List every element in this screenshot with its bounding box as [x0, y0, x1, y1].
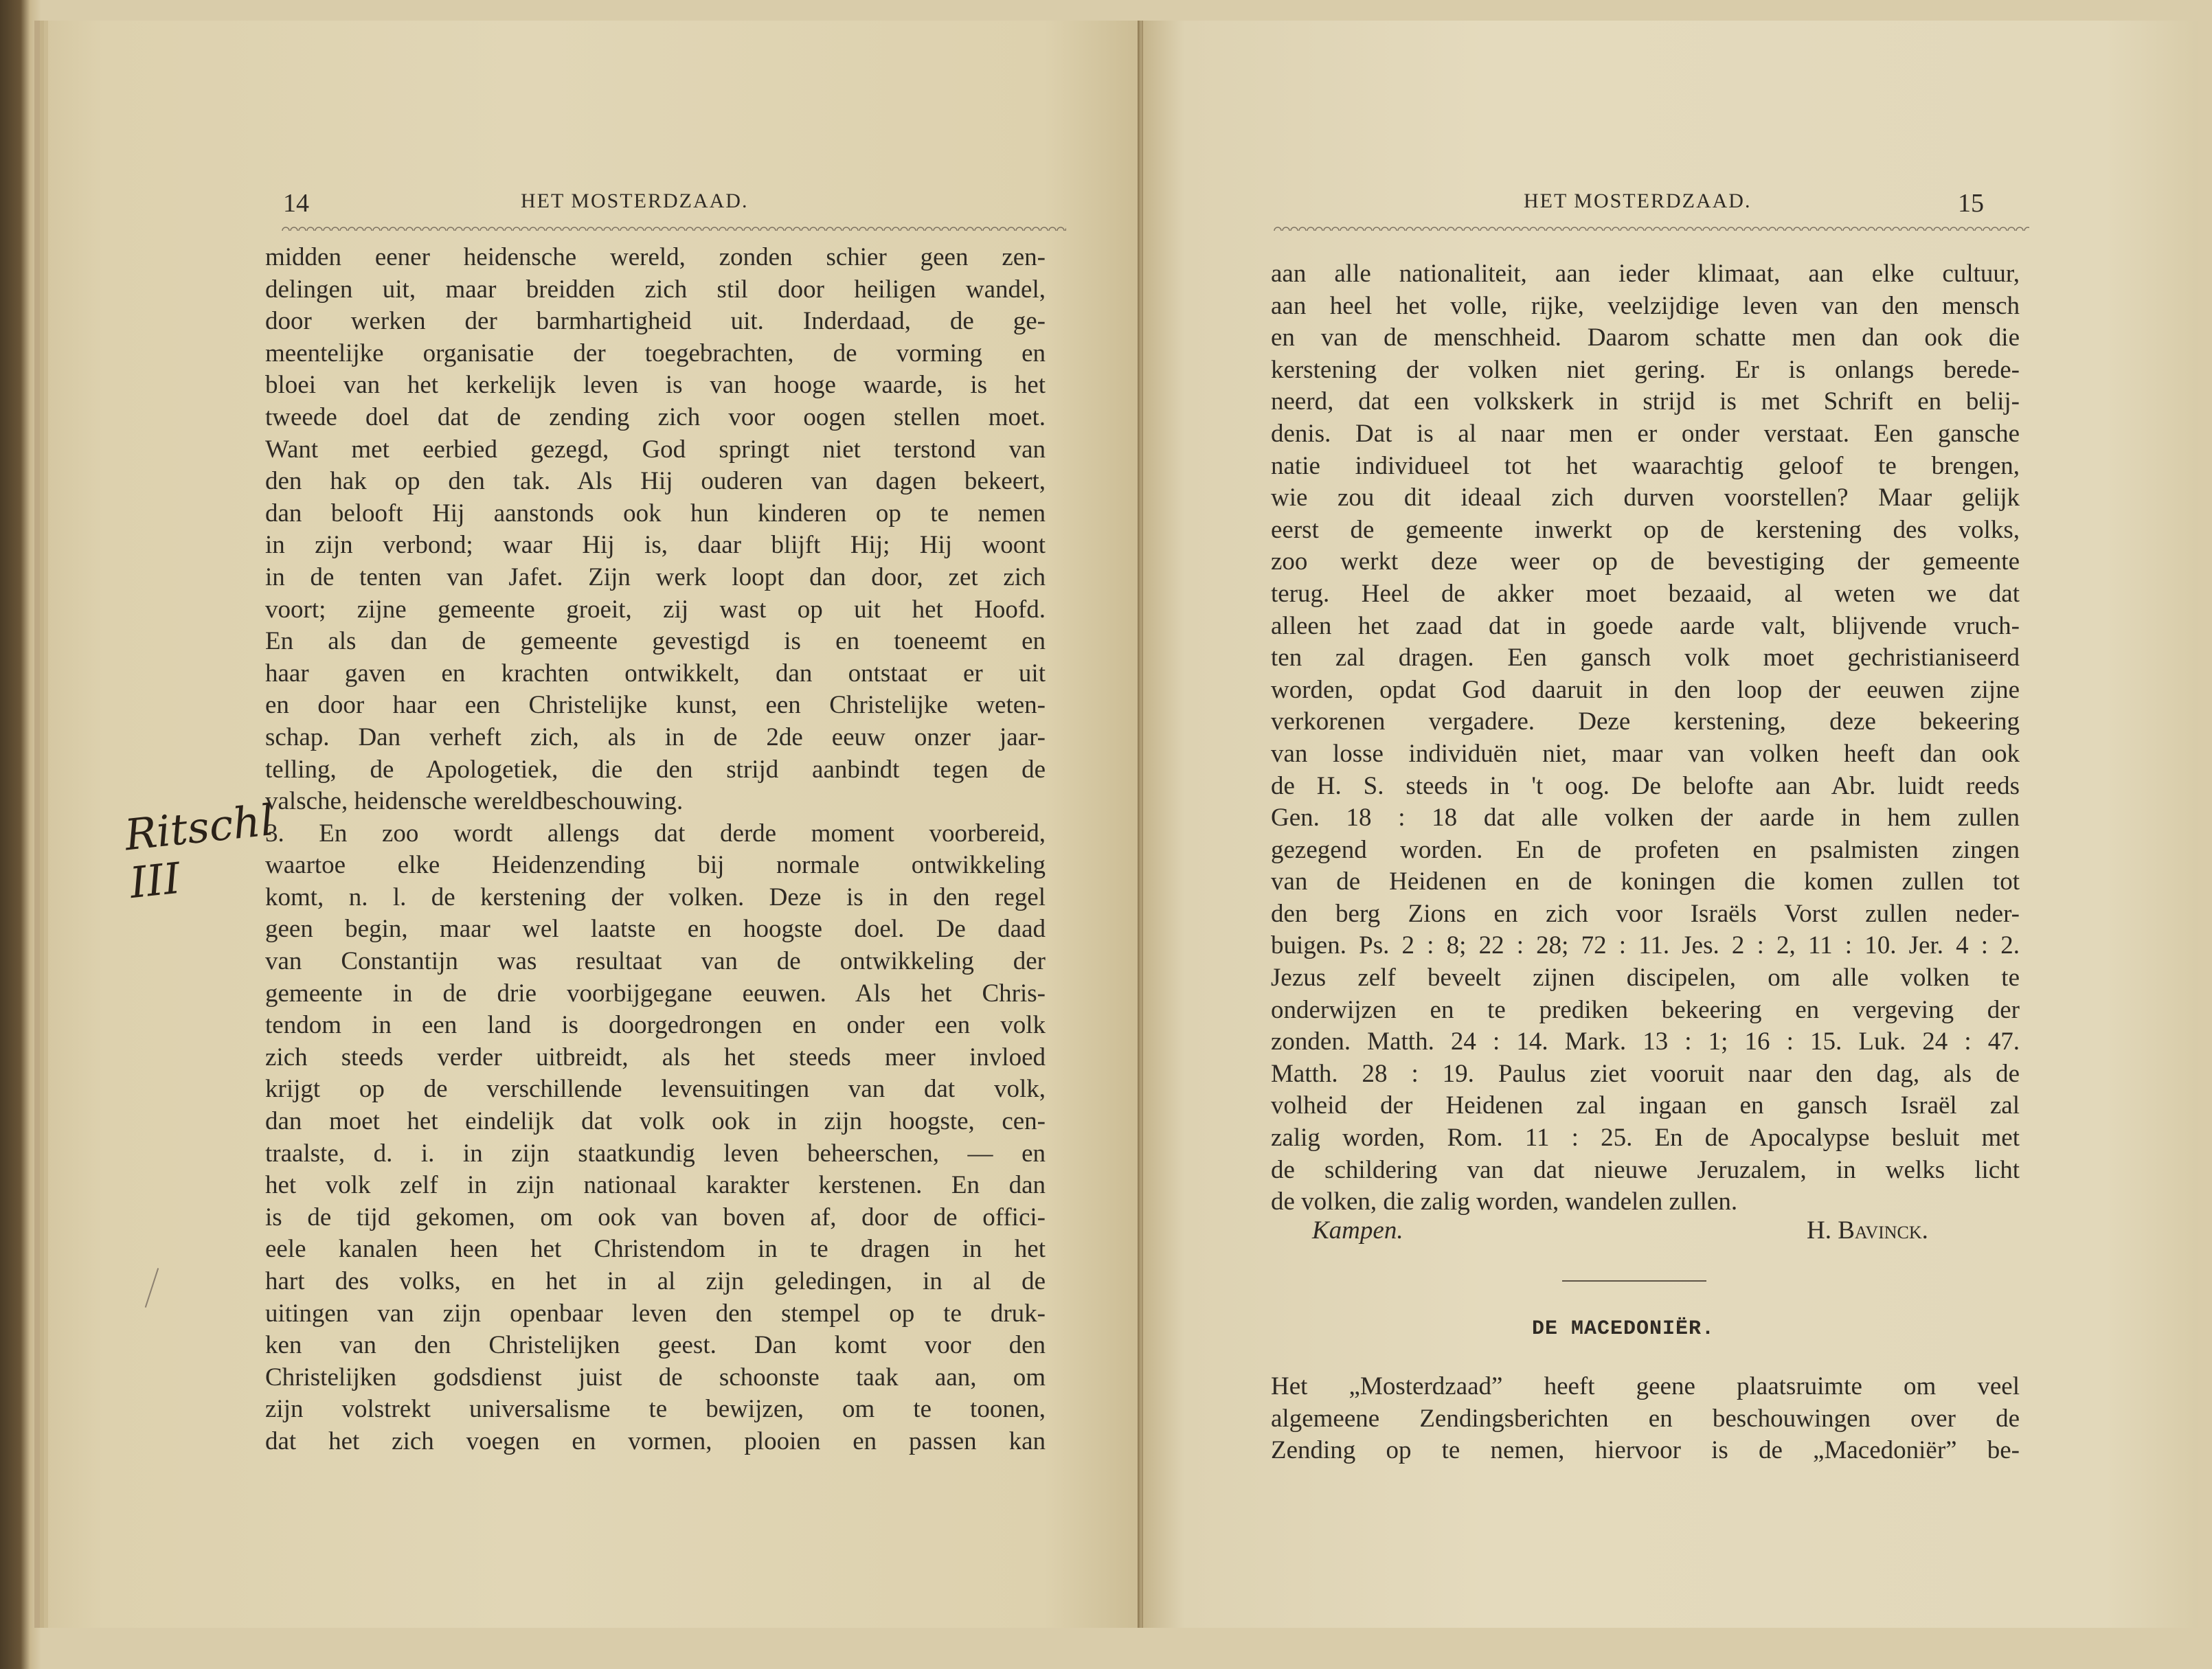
text-line: door werken der barmhartigheid uit. Inderdaad, de ge-: [265, 307, 1046, 336]
text-line: zijn volstrekt universalisme te bewijzen, om te toonen,: [265, 1395, 1046, 1424]
text-line: En als dan de gemeente gevestigd is en toeneemt en: [265, 627, 1046, 656]
text-line: de schildering van dat nieuwe Jeruzalem, in welks licht: [1271, 1155, 2020, 1184]
text-line: zonden. Matth. 24 : 14. Mark. 13 : 1; 16 : 15. Luk. 24 : 47.: [1271, 1027, 2020, 1056]
text-line: traalste, d. i. in zijn staatkundig leven beheerschen, — en: [265, 1139, 1046, 1168]
text-line: algemeene Zendingsberichten en beschouwingen over de: [1271, 1404, 2020, 1433]
text-line: waartoe elke Heidenzending bij normale ontwikkeling: [265, 851, 1046, 880]
section-title: DE MACEDONIËR.: [1532, 1317, 1715, 1341]
text-line: Zending op te nemen, hiervoor is de „Macedoniër” be-: [1271, 1436, 2020, 1465]
pencil-mark: [145, 1268, 159, 1308]
text-line: dan belooft Hij aanstonds ook hun kinderen op te nemen: [265, 499, 1046, 527]
running-head-right: HET MOSTERDZAAD.: [1524, 190, 1752, 212]
text-line: Gen. 18 : 18 dat alle volken der aarde in hem zullen: [1271, 804, 2020, 832]
text-line: zoo werkt deze weer op de bevestiging der gemeente: [1271, 547, 2020, 576]
text-line: den hak op den tak. Als Hij ouderen van dagen bekeert,: [265, 467, 1046, 496]
page-number-left: 14: [283, 189, 309, 218]
section-divider: [1562, 1280, 1706, 1282]
text-line: Christelijken godsdienst juist de schoonste taak aan, om: [265, 1363, 1046, 1392]
text-line: ken van den Christelijken geest. Dan komt voor den: [265, 1331, 1046, 1360]
signature-place: Kampen.: [1312, 1216, 1403, 1245]
text-line: van losse individuën niet, maar van volken heeft dan ook: [1271, 739, 2020, 768]
text-line: zalig worden, Rom. 11 : 25. En de Apocalypse besluit met: [1271, 1124, 2020, 1153]
right-page: [1143, 21, 2198, 1628]
text-line: delingen uit, maar breidden zich stil door heiligen wandel,: [265, 275, 1046, 304]
text-line: tendom in een land is doorgedrongen en onder een volk: [265, 1011, 1046, 1040]
text-line: worden, opdat God daaruit in den loop der eeuwen zijne: [1271, 675, 2020, 704]
text-line: van Constantijn was resultaat van de ontwikkeling der: [265, 947, 1046, 976]
text-line: aan alle nationaliteit, aan ieder klimaat, aan elke cultuur,: [1271, 260, 2020, 288]
text-line: het volk zelf in zijn nationaal karakter kerstenen. En dan: [265, 1171, 1046, 1200]
text-line: Het „Mosterdzaad” heeft geene plaatsruimte om veel: [1271, 1372, 2020, 1400]
text-line: dat het zich voegen en vormen, plooien en passen kan: [265, 1427, 1046, 1455]
text-line: krijgt op de verschillende levensuitingen van dat volk,: [265, 1075, 1046, 1104]
text-line: telling, de Apologetiek, die den strijd aanbindt tegen de: [265, 755, 1046, 784]
text-line: eele kanalen heen het Christendom in te dragen in het: [265, 1235, 1046, 1264]
text-line: neerd, dat een volkskerk in strijd is met Schrift en belij-: [1271, 387, 2020, 416]
signature-name: H. Bavinck.: [1807, 1216, 1928, 1245]
text-line: in de tenten van Jafet. Zijn werk loopt dan door, zet zich: [265, 563, 1046, 591]
text-line: wie zou dit ideaal zich durven voorstellen? Maar gelijk: [1271, 484, 2020, 512]
text-line: Matth. 28 : 19. Paulus ziet vooruit naar den dag, als de: [1271, 1059, 2020, 1088]
page-number-right: 15: [1958, 189, 1984, 218]
text-line: volheid der Heidenen zal ingaan en gansch Israël zal: [1271, 1091, 2020, 1120]
text-line: Want met eerbied gezegd, God springt niet terstond van: [265, 435, 1046, 464]
text-line: eerst de gemeente inwerkt op de kerstening des volks,: [1271, 515, 2020, 544]
handwritten-margin-note: [122, 796, 281, 907]
text-line: de volken, die zalig worden, wandelen zullen.: [1271, 1188, 1738, 1216]
text-line: onderwijzen en te prediken bekeering en vergeving der: [1271, 995, 2020, 1024]
text-line: voort; zijne gemeente groeit, zij wast op uit het Hoofd.: [265, 595, 1046, 624]
text-line: natie individueel tot het waarachtig geloof te brengen,: [1271, 451, 2020, 480]
text-line: kerstening der volken niet gering. Er is onlangs berede-: [1271, 355, 2020, 384]
text-line: komt, n. l. de kerstening der volken. Deze is in den regel: [265, 883, 1046, 911]
text-line: dan moet het eindelijk dat volk ook in zijn hoogste, cen-: [265, 1107, 1046, 1136]
text-line: midden eener heidensche wereld, zonden schier geen zen-: [265, 243, 1046, 271]
text-line: denis. Dat is al naar men er onder verstaat. Een gansche: [1271, 419, 2020, 448]
text-line: gezegend worden. En de profeten en psalmisten zingen: [1271, 835, 2020, 864]
text-line: 3. En zoo wordt allengs dat derde moment voorbereid,: [265, 819, 1046, 848]
text-line: is de tijd gekomen, om ook van boven af, door de offici-: [265, 1203, 1046, 1231]
text-line: gemeente in de drie voorbijgegane eeuwen. Als het Chris-: [265, 979, 1046, 1008]
right-page-body: [1271, 258, 2020, 1218]
text-line: valsche, heidensche wereldbeschouwing.: [265, 787, 684, 816]
text-line: verkorenen vergadere. Deze kerstening, deze bekeering: [1271, 707, 2020, 736]
text-line: en door haar een Christelijke kunst, een Christelijke weten-: [265, 691, 1046, 720]
text-line: de H. S. steeds in 't oog. De belofte aan Abr. luidt reeds: [1271, 771, 2020, 800]
running-head-left: HET MOSTERDZAAD.: [521, 190, 749, 212]
text-line: hart des volks, en het in al zijn geledingen, in al de: [265, 1267, 1046, 1295]
text-line: en van de menschheid. Daarom schatte men dan ook die: [1271, 323, 2020, 352]
text-line: Jezus zelf beveelt zijnen discipelen, om alle volken te: [1271, 964, 2020, 992]
text-line: in zijn verbond; waar Hij is, daar blijft Hij; Hij woont: [265, 531, 1046, 560]
text-line: aan heel het volle, rijke, veelzijdige leven van den mensch: [1271, 291, 2020, 320]
text-line: tweede doel dat de zending zich voor oogen stellen moet.: [265, 402, 1046, 431]
text-line: meentelijke organisatie der toegebrachten, de vorming en: [265, 339, 1046, 367]
text-line: zich steeds verder uitbreidt, als het steeds meer invloed: [265, 1043, 1046, 1071]
text-line: alleen het zaad dat in goede aarde valt, blijvende vruch-: [1271, 611, 2020, 640]
text-line: van de Heidenen en de koningen die komen zullen tot: [1271, 867, 2020, 896]
header-rule-left: [282, 224, 1066, 231]
margin-note-line: III: [127, 852, 183, 908]
text-line: geen begin, maar wel laatste en hoogste doel. De daad: [265, 915, 1046, 944]
section-body: [1271, 1371, 2020, 1467]
text-line: haar gaven en krachten ontwikkelt, dan ontstaat er uit: [265, 659, 1046, 688]
text-line: bloei van het kerkelijk leven is van hooge waarde, is het: [265, 371, 1046, 400]
text-line: ten zal dragen. Een gansch volk moet gechristianiseerd: [1271, 644, 2020, 672]
left-page-body: [265, 242, 1046, 1458]
text-line: buigen. Ps. 2 : 8; 22 : 28; 72 : 11. Jes. 2 : 2, 11 : 10. Jer. 4 : 2.: [1271, 931, 2020, 960]
text-line: den berg Zions en zich voor Israëls Vorst zullen neder-: [1271, 899, 2020, 928]
text-line: uitingen van zijn openbaar leven den stempel op te druk-: [265, 1299, 1046, 1328]
margin-note-line: Ritschl: [122, 795, 277, 861]
header-rule-right: [1274, 224, 2029, 231]
text-line: terug. Heel de akker moet bezaaid, al weten we dat: [1271, 579, 2020, 608]
text-line: schap. Dan verheft zich, als in de 2de eeuw onzer jaar-: [265, 723, 1046, 751]
